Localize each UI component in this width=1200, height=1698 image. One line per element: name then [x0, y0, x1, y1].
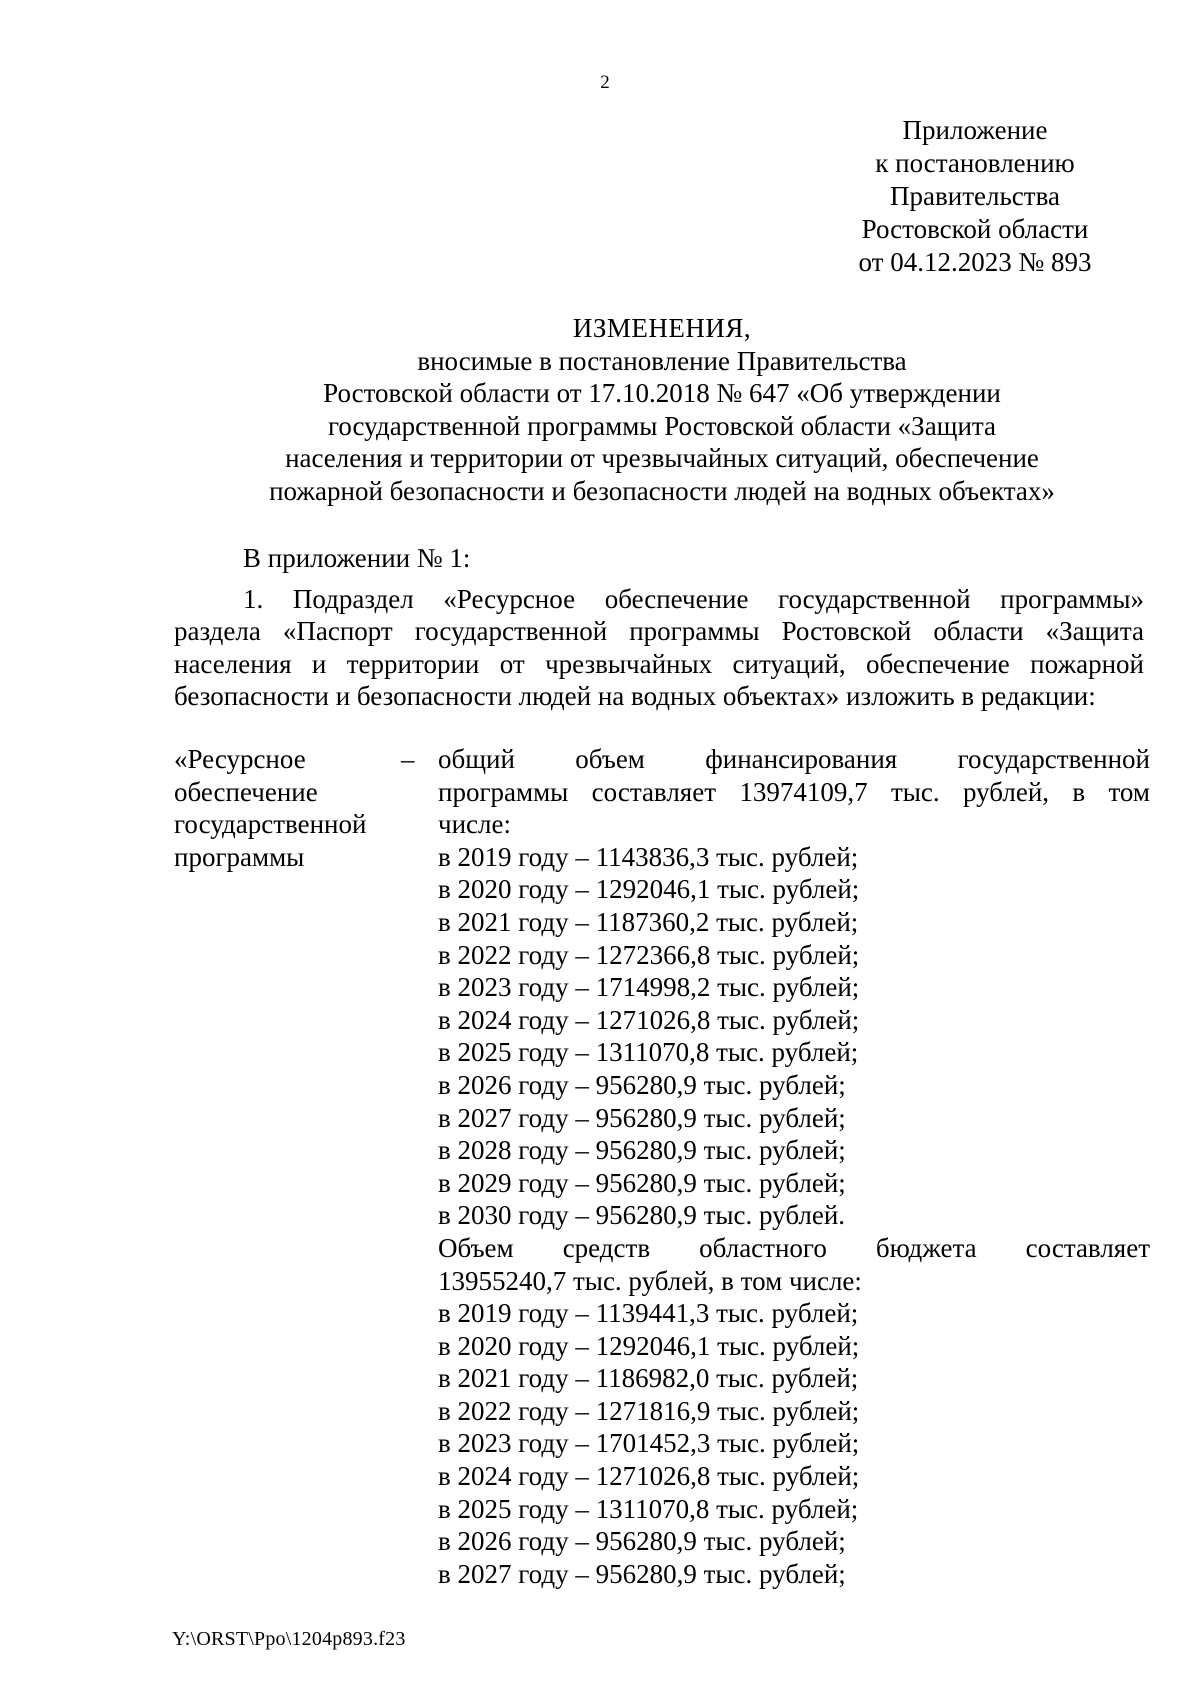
total-year-line: в 2025 году – 1311070,8 тыс. рублей;: [438, 1037, 859, 1068]
paragraph-line: раздела «Паспорт государственной программы Ростовской области «Защита: [174, 616, 1144, 647]
regional-year-line: в 2022 году – 1271816,9 тыс. рублей;: [438, 1395, 860, 1426]
resource-total-line: числе:: [438, 809, 511, 840]
approval-line: Правительства: [890, 181, 1060, 211]
total-year-line: в 2022 году – 1272366,8 тыс. рублей;: [438, 939, 860, 970]
total-year-line: в 2024 году – 1271026,8 тыс. рублей;: [438, 1004, 860, 1035]
resource-label-line: «Ресурсное: [174, 744, 306, 774]
paragraph-line: 1. Подраздел «Ресурсное обеспечение государственной программы»: [243, 583, 1144, 614]
resource-total-line: общий объем финансирования государственной: [438, 744, 1150, 774]
regional-year-line: в 2023 году – 1701452,3 тыс. рублей;: [438, 1428, 860, 1459]
file-path-footer: Y:\ORST\Ppo\1204p893.f23: [172, 1628, 406, 1650]
resource-label-line: программы: [174, 841, 305, 872]
title-heading: ИЗМЕНЕНИЯ,: [572, 313, 752, 343]
total-year-line: в 2027 году – 956280,9 тыс. рублей;: [438, 1102, 846, 1133]
regional-budget-line: 13955240,7 тыс. рублей, в том числе:: [438, 1265, 862, 1296]
total-year-line: в 2019 году – 1143836,3 тыс. рублей;: [438, 841, 859, 872]
resource-label: [174, 743, 394, 873]
total-year-line: в 2029 году – 956280,9 тыс. рублей;: [438, 1167, 846, 1198]
resource-label-line: государственной: [174, 809, 367, 840]
title-line: вносимые в постановление Правительства: [417, 345, 907, 376]
approval-line: от 04.12.2023 № 893: [858, 247, 1092, 277]
paragraph-1: [174, 583, 1144, 713]
regional-year-line: в 2025 году – 1311070,8 тыс. рублей;: [438, 1493, 859, 1524]
total-year-line: в 2021 году – 1187360,2 тыс. рублей;: [438, 906, 859, 937]
appendix-reference: В приложении № 1:: [243, 543, 471, 573]
title-line: пожарной безопасности и безопасности людей на водных объектах»: [269, 475, 1055, 506]
title-line: государственной программы Ростовской области «Защита: [327, 410, 997, 441]
regional-budget-line: Объем средств областного бюджета составляет: [438, 1232, 1150, 1263]
document-title: [172, 312, 1152, 508]
approval-line: Ростовской области: [861, 214, 1089, 244]
page-number: 2: [600, 72, 610, 93]
approval-line: Приложение: [902, 115, 1048, 145]
title-line: населения и территории от чрезвычайных ситуаций, обеспечение: [285, 443, 1039, 474]
resource-dash: –: [401, 744, 415, 774]
resource-body: [438, 743, 1150, 1590]
regional-year-line: в 2020 году – 1292046,1 тыс. рублей;: [438, 1330, 860, 1361]
title-line: Ростовской области от 17.10.2018 № 647 «Об утверждении: [323, 378, 1001, 409]
regional-year-line: в 2019 году – 1139441,3 тыс. рублей;: [438, 1298, 859, 1329]
approval-line: к постановлению: [875, 148, 1075, 178]
regional-year-line: в 2024 году – 1271026,8 тыс. рублей;: [438, 1461, 860, 1492]
total-year-line: в 2026 году – 956280,9 тыс. рублей;: [438, 1069, 846, 1100]
regional-year-line: в 2021 году – 1186982,0 тыс. рублей;: [438, 1363, 859, 1394]
total-year-line: в 2020 году – 1292046,1 тыс. рублей;: [438, 874, 860, 905]
paragraph-line: безопасности и безопасности людей на водных объектах» изложить в редакции:: [174, 681, 1096, 712]
total-year-line: в 2030 году – 956280,9 тыс. рублей.: [438, 1200, 846, 1231]
resource-label-line: обеспечение: [174, 776, 318, 807]
total-year-line: в 2028 году – 956280,9 тыс. рублей;: [438, 1135, 846, 1166]
total-year-line: в 2023 году – 1714998,2 тыс. рублей;: [438, 972, 860, 1003]
paragraph-line: населения и территории от чрезвычайных ситуаций, обеспечение пожарной: [174, 648, 1144, 679]
intro-section: [174, 542, 1144, 713]
regional-year-line: в 2027 году – 956280,9 тыс. рублей;: [438, 1558, 846, 1589]
regional-year-line: в 2026 году – 956280,9 тыс. рублей;: [438, 1526, 846, 1557]
resource-total-line: программы составляет 13974109,7 тыс. рублей, в том: [438, 776, 1150, 807]
approval-stamp: [790, 114, 1160, 279]
